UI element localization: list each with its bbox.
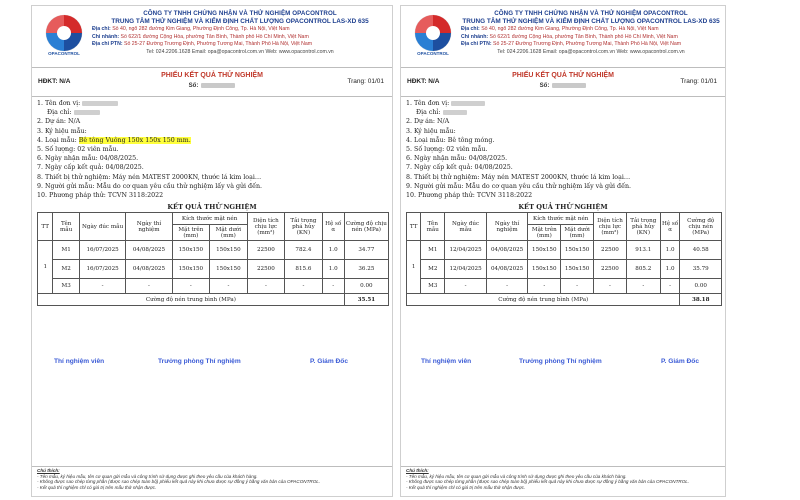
field-address: [406, 108, 721, 117]
cell-top: -: [172, 279, 210, 294]
average-value: 35.51: [344, 294, 388, 306]
cell-area: 22500: [247, 241, 285, 260]
cell-area: -: [247, 279, 285, 294]
field-issued: 7. Ngày cấp kết quả: 04/08/2025.: [406, 164, 513, 172]
cell-top: -: [528, 279, 561, 294]
cell-strength: 0.00: [680, 279, 722, 294]
col-tt: TT: [407, 213, 421, 241]
cell-name: M2: [421, 260, 445, 279]
report-number-label: Số:: [188, 83, 199, 90]
cell-bottom: 150x150: [561, 241, 594, 260]
cell-cast: 16/07/2025: [79, 241, 125, 260]
sample-type-value: Bê tông Vuông 150x 150x 150 mm.: [78, 136, 191, 144]
field-sample-type-label: 4. Loại mẫu:: [406, 136, 446, 144]
cell-test: 04/08/2025: [486, 241, 528, 260]
branch-line: [92, 34, 388, 40]
company-name: CÔNG TY TNHH CHỨNG NHẬN VÀ THỬ NGHIỆM OPACONTROL: [494, 10, 688, 17]
company-block: [461, 10, 721, 55]
col-top: Mặt trên (mm): [528, 225, 561, 241]
results-table: [406, 212, 722, 306]
divider: [32, 96, 392, 97]
cell-area: 22500: [594, 260, 627, 279]
cell-area: 22500: [594, 241, 627, 260]
cell-cast: 12/04/2025: [445, 241, 487, 260]
cell-load: -: [285, 279, 323, 294]
divider: [401, 96, 725, 97]
field-equipment: 8. Thiết bị thử nghiệm: Máy nén MATEST 2000KN, thước lá kim loại…: [37, 173, 262, 181]
cell-test: -: [486, 279, 528, 294]
average-row: [407, 294, 722, 306]
cell-strength: 40.58: [680, 241, 722, 260]
branch-line: [461, 34, 721, 40]
cell-coef: -: [322, 279, 344, 294]
cell-test: 04/08/2025: [486, 260, 528, 279]
table-row: [407, 279, 722, 294]
ptn-line: [92, 41, 388, 47]
redacted-number: [201, 83, 235, 88]
field-sender: 9. Người gửi mẫu: Mẫu do cơ quan yêu cầu thử nghiệm lấy và gửi đến.: [37, 182, 263, 190]
company-block: [92, 10, 388, 55]
signer-tester: Thí nghiệm viên: [54, 358, 105, 365]
center-name: TRUNG TÂM THỬ NGHIỆM VÀ KIỂM ĐỊNH CHẤT LƯỢNG OPACONTROL LAS-XD 635: [111, 18, 369, 25]
cell-top: 150x150: [172, 241, 210, 260]
cell-name: M1: [421, 241, 445, 260]
field-sample-code: 3. Ký hiệu mẫu:: [37, 127, 87, 135]
notes-divider: [401, 466, 725, 467]
note-line: - Kết quả thí nghiệm chỉ có giá trị trên mẫu thử nhận được.: [37, 484, 157, 490]
report-header: [401, 6, 725, 68]
field-sample-type: [37, 136, 388, 145]
branch-text: Số 622/1 đường Cộng Hòa, phường Tân Bình, Thành phố Hồ Chí Minh, Việt Nam: [489, 33, 678, 40]
field-project: 2. Dự án: N/A: [406, 118, 450, 126]
table-row: [407, 241, 722, 260]
cell-tt: 1: [407, 241, 421, 294]
cell-strength: 0.00: [344, 279, 388, 294]
ptn-label: Địa chỉ PTN:: [461, 41, 492, 48]
field-method: 10. Phương pháp thử: TCVN 3118:2022: [37, 192, 164, 200]
field-sample-type-label: 4. Loại mẫu:: [37, 136, 77, 144]
report-titlebar: [32, 70, 392, 96]
cell-area: 22500: [247, 260, 285, 279]
results-title: KẾT QUẢ THỬ NGHIỆM: [167, 203, 257, 211]
notes-title: Chú thích:: [37, 468, 60, 473]
ptn-line: [461, 41, 721, 47]
col-load: Tải trọng phá hủy (KN): [626, 213, 660, 241]
cell-load: -: [626, 279, 660, 294]
cell-test: -: [126, 279, 172, 294]
logo-wordmark: OPACONTROL: [48, 51, 80, 56]
cell-load: 815.6: [285, 260, 323, 279]
contact-line: Tel: 024.2206.1628 Email: opa@opacontrol.com.vn Web: www.opacontrol.com.vn: [146, 48, 334, 55]
cell-coef: 1.0: [322, 241, 344, 260]
notes: [406, 468, 721, 490]
report-number: [401, 83, 725, 89]
cell-top: 150x150: [528, 241, 561, 260]
note-line: - Không được sao chép từng phần (được sao chép toàn bộ) phiếu kết quả này khi chưa được sự đồng ý bằng văn bản của OPACONTROL.: [37, 479, 321, 485]
field-project: 2. Dự án: N/A: [37, 118, 81, 126]
cell-coef: 1.0: [660, 241, 680, 260]
notes-divider: [32, 466, 392, 467]
cell-name: M2: [53, 260, 79, 279]
report-fields: [37, 99, 388, 200]
address-line: [461, 26, 721, 32]
address-line: [92, 26, 388, 32]
cell-cast: -: [79, 279, 125, 294]
col-load: Tải trọng phá hủy (KN): [285, 213, 323, 241]
col-tt: TT: [38, 213, 53, 241]
signer-head: Trưởng phòng Thí nghiệm: [519, 358, 602, 365]
col-area: Diện tích chịu lực (mm²): [594, 213, 627, 241]
average-value: 38.18: [680, 294, 722, 306]
col-dims: Kích thước mặt nén: [528, 213, 594, 225]
branch-label: Chi nhánh:: [461, 33, 489, 40]
cell-load: 782.4: [285, 241, 323, 260]
report-number: [32, 83, 392, 89]
cell-bottom: 150x150: [561, 260, 594, 279]
cell-name: M1: [53, 241, 79, 260]
contract-number: HĐKT: N/A: [407, 78, 440, 85]
field-received: 6. Ngày nhận mẫu: 04/08/2025.: [37, 155, 139, 163]
report-fields: [406, 99, 721, 200]
field-equipment: 8. Thiết bị thử nghiệm: Máy nén MATEST 2000KN, thước lá kim loại…: [406, 173, 631, 181]
sample-type-value: Bê tông móng.: [447, 136, 495, 144]
cell-load: 805.2: [626, 260, 660, 279]
col-strength: Cường độ chịu nén (MPa): [344, 213, 388, 241]
cell-load: 913.1: [626, 241, 660, 260]
field-unit: [37, 99, 388, 108]
field-unit: [406, 99, 721, 108]
test-report-sheet-right: [400, 5, 726, 497]
field-sender: 9. Người gửi mẫu: Mẫu do cơ quan yêu cầu thử nghiệm lấy và gửi đến.: [406, 182, 632, 190]
results-table: [37, 212, 389, 306]
cell-name: M3: [421, 279, 445, 294]
signer-head: Trưởng phòng Thí nghiệm: [158, 358, 241, 365]
ptn-label: Địa chỉ PTN:: [92, 41, 123, 48]
cell-test: 04/08/2025: [126, 260, 172, 279]
cell-area: -: [594, 279, 627, 294]
report-title: PHIẾU KẾT QUẢ THỬ NGHIỆM: [512, 72, 614, 79]
note-line: - Tên mẫu, ký hiệu mẫu, tên cơ quan gửi mẫu và công trình sử dụng được ghi theo yêu cầu của khách hàng.: [37, 473, 258, 479]
field-quantity: 5. Số lượng: 02 viên mẫu.: [406, 146, 488, 154]
page-number: Trang: 01/01: [680, 78, 717, 85]
note-line: - Kết quả thí nghiệm chỉ có giá trị trên mẫu thử nhận được.: [406, 484, 526, 490]
note-line: - Tên mẫu, ký hiệu mẫu, tên cơ quan gửi mẫu và công trình sử dụng được ghi theo yêu cầu của khách hàng.: [406, 473, 627, 479]
col-coef: Hệ số α: [660, 213, 680, 241]
notes: [37, 468, 388, 490]
table-row: [38, 260, 389, 279]
branch-text: Số 622/1 đường Cộng Hòa, phường Tân Bình, Thành phố Hồ Chí Minh, Việt Nam: [120, 33, 309, 40]
contract-number: HĐKT: N/A: [38, 78, 71, 85]
address-text: Số 40, ngõ 282 đường Kim Giang, Phường Định Công, Tp. Hà Nội, Việt Nam: [481, 26, 659, 33]
cell-cast: 12/04/2025: [445, 260, 487, 279]
field-unit-label: 1. Tên đơn vị:: [37, 100, 81, 107]
col-cast-date: Ngày đúc mẫu: [445, 213, 487, 241]
cell-cast: -: [445, 279, 487, 294]
center-name: TRUNG TÂM THỬ NGHIỆM VÀ KIỂM ĐỊNH CHẤT LƯỢNG OPACONTROL LAS-XD 635: [462, 18, 720, 25]
col-strength: Cường độ chịu nén (MPa): [680, 213, 722, 241]
col-test-date: Ngày thí nghiệm: [126, 213, 172, 241]
cell-coef: 1.0: [322, 260, 344, 279]
address-text: Số 40, ngõ 282 đường Kim Giang, Phường Định Công, Tp. Hà Nội, Việt Nam: [112, 26, 290, 33]
col-sample: Tên mẫu: [421, 213, 445, 241]
table-row: [38, 279, 389, 294]
ptn-text: Số 25-27 Đường Trương Định, Phường Tương Mai, Thành Phố Hà Nội, Việt Nam: [493, 41, 682, 48]
redacted-unit: [451, 101, 485, 106]
test-report-sheet-left: [31, 5, 393, 497]
field-sample-type: [406, 136, 721, 145]
field-received: 6. Ngày nhận mẫu: 04/08/2025.: [406, 155, 508, 163]
cell-top: 150x150: [528, 260, 561, 279]
redacted-number: [552, 83, 586, 88]
note-line: - Không được sao chép từng phần (được sao chép toàn bộ) phiếu kết quả này khi chưa được sự đồng ý bằng văn bản của OPACONTROL.: [406, 479, 690, 485]
signer-director: P. Giám Đốc: [661, 358, 699, 365]
cell-strength: 34.77: [344, 241, 388, 260]
cell-strength: 36.25: [344, 260, 388, 279]
signer-director: P. Giám Đốc: [310, 358, 348, 365]
col-coef: Hệ số α: [322, 213, 344, 241]
cell-bottom: -: [561, 279, 594, 294]
cell-strength: 35.79: [680, 260, 722, 279]
signer-tester: Thí nghiệm viên: [421, 358, 472, 365]
col-area: Diện tích chịu lực (mm²): [247, 213, 285, 241]
cell-coef: -: [660, 279, 680, 294]
average-label: Cường độ nén trung bình (MPa): [407, 294, 680, 306]
field-sample-code: 3. Ký hiệu mẫu:: [406, 127, 456, 135]
col-dims: Kích thước mặt nén: [172, 213, 247, 225]
results-title: KẾT QUẢ THỬ NGHIỆM: [518, 203, 608, 211]
col-cast-date: Ngày đúc mẫu: [79, 213, 125, 241]
address-label: Địa chỉ:: [92, 26, 111, 33]
average-row: [38, 294, 389, 306]
cell-bottom: 150x150: [210, 260, 248, 279]
field-method: 10. Phương pháp thử: TCVN 3118:2022: [406, 192, 533, 200]
branch-label: Chi nhánh:: [92, 33, 120, 40]
cell-cast: 16/07/2025: [79, 260, 125, 279]
field-address-label: Địa chỉ:: [416, 109, 441, 117]
field-address: [37, 108, 388, 117]
redacted-address: [74, 110, 100, 115]
cell-top: 150x150: [172, 260, 210, 279]
redacted-unit: [82, 101, 118, 106]
notes-title: Chú thích:: [406, 468, 429, 473]
report-number-label: Số:: [539, 83, 550, 90]
col-test-date: Ngày thí nghiệm: [486, 213, 528, 241]
col-top: Mặt trên (mm): [172, 225, 210, 241]
redacted-address: [443, 110, 467, 115]
field-quantity: 5. Số lượng: 02 viên mẫu.: [37, 146, 119, 154]
field-issued: 7. Ngày cấp kết quả: 04/08/2025.: [37, 164, 144, 172]
field-unit-label: 1. Tên đơn vị:: [406, 100, 450, 107]
col-bottom: Mặt dưới (mm): [561, 225, 594, 241]
col-sample: Tên mẫu: [53, 213, 79, 241]
cell-tt: 1: [38, 241, 53, 294]
cell-test: 04/08/2025: [126, 241, 172, 260]
address-label: Địa chỉ:: [461, 26, 480, 33]
col-bottom: Mặt dưới (mm): [210, 225, 248, 241]
report-title: PHIẾU KẾT QUẢ THỬ NGHIỆM: [161, 72, 263, 79]
page-number: Trang: 01/01: [347, 78, 384, 85]
cell-bottom: -: [210, 279, 248, 294]
cell-bottom: 150x150: [210, 241, 248, 260]
contact-line: Tel: 024.2206.1628 Email: opa@opacontrol.com.vn Web: www.opacontrol.com.vn: [497, 48, 685, 55]
report-header: [32, 6, 392, 68]
ptn-text: Số 25-27 Đường Trương Định, Phường Tương Mai, Thành Phố Hà Nội, Việt Nam: [124, 41, 313, 48]
table-row: [407, 260, 722, 279]
company-name: CÔNG TY TNHH CHỨNG NHẬN VÀ THỬ NGHIỆM OPACONTROL: [143, 10, 337, 17]
average-label: Cường độ nén trung bình (MPa): [38, 294, 345, 306]
cell-coef: 1.0: [660, 260, 680, 279]
cell-name: M3: [53, 279, 79, 294]
field-address-label: Địa chỉ:: [47, 109, 72, 117]
logo-wordmark: OPACONTROL: [417, 51, 449, 56]
report-titlebar: [401, 70, 725, 96]
table-row: [38, 241, 389, 260]
